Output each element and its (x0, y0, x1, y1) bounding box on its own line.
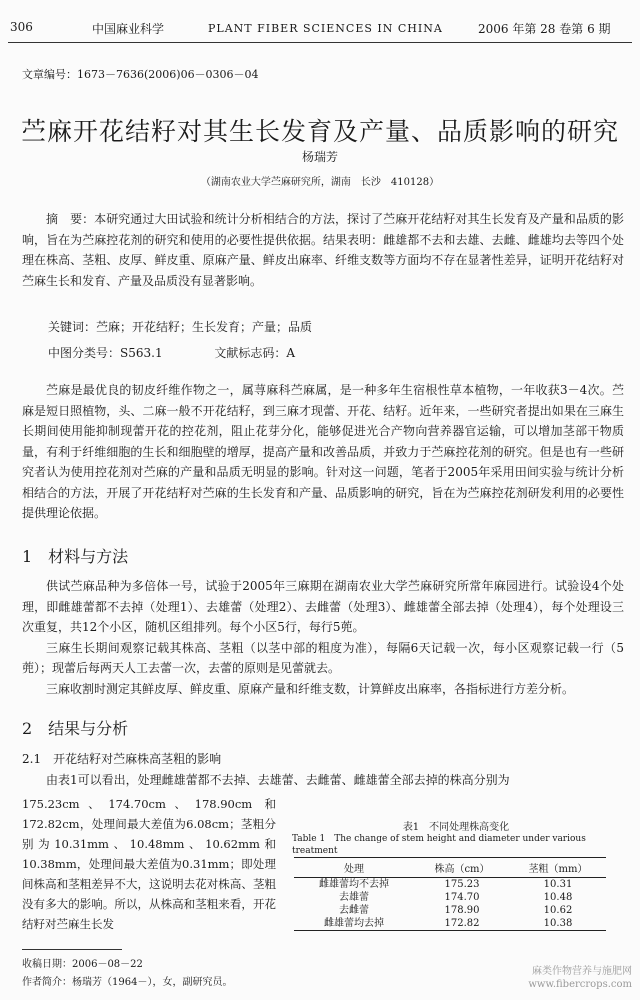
page-number: 306 (10, 20, 33, 34)
abstract (22, 209, 624, 291)
introduction (22, 380, 624, 524)
table-cell: 178.90 (444, 905, 480, 916)
table-cell: 去雌蕾 (339, 905, 369, 916)
section-1-paragraph: 三麻收割时测定其鲜皮厚、鲜皮重、原麻产量和纤维支数，计算鲜皮出麻率，各指标进行方差分析。 (46, 681, 575, 696)
table-1 (292, 818, 620, 931)
watermark-line: 麻类作物营养与施肥网 (532, 966, 632, 977)
table-cell: 10.38 (510, 917, 606, 931)
abstract-text: 本研究通过大田试验和统计分析相结合的方法，探讨了苎麻开花结籽对其生长发育及产量和品质的影响，旨在为苎麻控花剂的研究和使用的必要性提供依据。结果表明：雌雄都不去和去雄、去雌、雌雄均去等四个处理在株高、茎粗、皮厚、鲜皮重、原麻产量、鲜皮出麻率、纤维支数等方面均不存在显著性差异，证明开花结籽对苎麻生长和发育、产量及品质没有显著影响。 (22, 212, 624, 288)
table-header-row (294, 858, 606, 878)
column-header: 株高（cm） (414, 858, 510, 878)
table-cell: 10.48 (543, 892, 573, 903)
author-bio: 作者简介：杨瑞芳（1964－），女，副研究员。 (22, 977, 233, 988)
watermark (500, 965, 632, 991)
section-2-lead: 由表1可以看出，处理雌雄蕾都不去掉、去雄蕾、去雌蕾、雌雄蕾全部去掉的株高分别为 (46, 773, 510, 787)
section-1-body (22, 576, 624, 699)
table-cell: 雌雄蕾均不去掉 (319, 879, 389, 890)
table-cell: 10.62 (543, 905, 573, 916)
section-2-left-column: 175.23cm、174.70cm、178.90cm 和 172.82cm，处理间最大差值为6.08cm；茎粗分别为10.31mm、10.48mm、10.62mm和10.38mm，处理间最大差值为0.31mm；即处理间株高和茎粗差异不大，这说明去花对株高、茎粗没有多大的影响。所以，从株高和茎粗来看，开花结籽对苎麻生长发 (22, 797, 276, 931)
section-1-paragraph: 三麻生长期间观察记载其株高、茎粗（以茎中部的粗度为准），每隔6天记载一次，每小区观察记载一行（5蔸）；现蕾后每两天人工去蕾一次，去蕾的原则是见蕾就去。 (22, 640, 624, 675)
table-row (294, 904, 606, 917)
header-rule (8, 42, 632, 43)
footnote-rule (22, 949, 122, 950)
section-1-heading: 1 材料与方法 (22, 547, 129, 566)
running-header (0, 12, 640, 42)
article-number: 文章编号：1673－7636(2006)06－0306－04 (22, 68, 259, 81)
column-header: 茎粗（mm） (510, 858, 606, 878)
subsection-2-1-heading: 2.1 开花结籽对苎麻株高茎粗的影响 (22, 752, 222, 766)
journal-name-cn: 中国麻业科学 (92, 22, 165, 36)
intro-paragraph: 苎麻是最优良的韧皮纤维作物之一，属荨麻科苎麻属，是一种多年生宿根性草本植物，一年收获3－4次。苎麻是短日照植物，头、二麻一般不开花结籽，到三麻才现蕾、开花、结籽。近年来，一些研究者提出如果在三麻生长期间使用能抑制现蕾开花的控花剂，阻止花芽分化，能够促进光合产物向营养器官运输，可以增加茎部干物质量，有利于纤维细胞的生长和细胞壁的增厚，提高产量和改善品质，并致力于苎麻控花剂的研究。但是也有一些研究者认为使用控花剂对苎麻的产量和品质无明显的影响。针对这一问题，笔者于2005年采用田间实验与统计分析相结合的方法，开展了开花结籽对苎麻的生长发育和产量、品质影响的研究，旨在为苎麻控花剂研发利用的必要性提供理论依据。 (22, 383, 624, 520)
table-cell: 172.82 (414, 917, 510, 931)
table-cell: 雌雄蕾均去掉 (294, 917, 414, 931)
issue-info: 2006 年第 28 卷第 6 期 (478, 22, 611, 36)
table-cell: 10.31 (543, 879, 573, 890)
keywords: 关键词：苎麻；开花结籽；生长发育；产量；品质 (48, 320, 313, 334)
document-code: 文献标志码：A (214, 346, 296, 360)
table-cell: 175.23 (444, 879, 480, 890)
table-row (294, 878, 606, 892)
classification-line (48, 344, 295, 361)
table-caption-en: Table 1 The change of stem height and diameter under various treatment (292, 834, 586, 856)
article-title: 苎麻开花结籽对其生长发育及产量、品质影响的研究 (20, 117, 619, 146)
section-1-paragraph: 供试苎麻品种为多倍体一号，试验于2005年三麻期在湖南农业大学苎麻研究所常年麻园进行。试验设4个处理，即雌雄蕾都不去掉（处理1）、去雄蕾（处理2）、去雌蕾（处理3）、雌雄蕾全部去掉（处理4），每个处理设三次重复，共12个小区，随机区组排列。每个小区5行，每行5蔸。 (22, 579, 624, 634)
clc-number: 中图分类号：S563.1 (48, 346, 163, 360)
received-date: 收稿日期：2006－08－22 (22, 959, 143, 970)
table-cell: 去雄蕾 (339, 892, 369, 903)
journal-name-en: PLANT FIBER SCIENCES IN CHINA (208, 22, 443, 35)
watermark-url: www.fibercrops.com (528, 979, 632, 990)
column-header: 处理 (294, 858, 414, 878)
table-cell: 174.70 (444, 892, 480, 903)
table-row (294, 917, 606, 931)
author-name: 杨瑞芳 (301, 150, 338, 164)
author-affiliation: （湖南农业大学苎麻研究所，湖南 长沙 410128） (200, 177, 440, 188)
table-row (294, 891, 606, 904)
abstract-label: 摘 要： (46, 212, 95, 226)
table-caption-cn: 表1 不同处理株高变化 (402, 822, 510, 833)
data-table (294, 857, 606, 931)
section-2-heading: 2 结果与分析 (22, 719, 129, 738)
